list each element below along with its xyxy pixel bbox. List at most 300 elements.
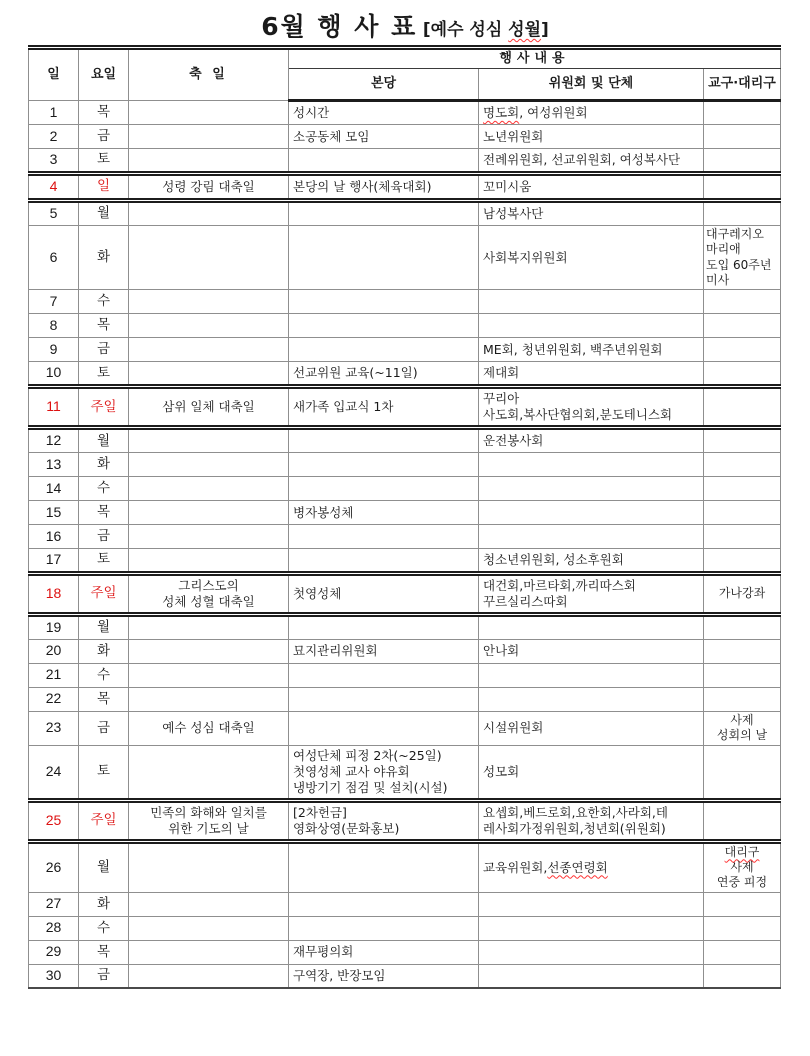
day-cell (29, 892, 79, 916)
committee-groups-cell (479, 174, 704, 201)
column-header-day: 일 (29, 47, 79, 101)
weekday-cell (79, 200, 129, 225)
weekday-cell (79, 225, 129, 289)
cell-line: 금 (96, 967, 111, 984)
cell-line: 마리애 (706, 242, 741, 257)
diocese-vicariate-cell (704, 639, 781, 663)
day-cell (29, 841, 79, 892)
weekday-cell (79, 149, 129, 174)
parish-events-cell (289, 225, 479, 289)
day-cell (29, 574, 79, 615)
cell-line: 청소년위원회, 성소후원회 (483, 552, 624, 568)
cell-line: 18 (45, 585, 62, 602)
table-row-day-7 (29, 290, 781, 314)
cell-line: 2 (49, 127, 58, 144)
committee-groups-cell (479, 841, 704, 892)
cell-line: 전례위원회, 선교위원회, 여성복사단 (483, 152, 681, 168)
parish-events-cell (289, 615, 479, 640)
feast-cell (129, 663, 289, 687)
diocese-vicariate-cell (704, 453, 781, 477)
table-row-day-17 (29, 549, 781, 574)
cell-line: 사제 (730, 712, 754, 727)
committee-groups-cell (479, 940, 704, 964)
cell-line: 삼위 일체 대축일 (162, 399, 255, 415)
weekday-cell (79, 964, 129, 988)
committee-groups-cell (479, 338, 704, 362)
table-row-day-13 (29, 453, 781, 477)
subtitle-suffix: ] (541, 20, 549, 40)
day-cell (29, 200, 79, 225)
cell-line: 제대회 (483, 365, 520, 381)
cell-line: 첫영성체 교사 야유회 (293, 763, 410, 779)
cell-line: 8 (49, 316, 58, 333)
diocese-vicariate-cell (704, 841, 781, 892)
parish-events-cell (289, 964, 479, 988)
cell-line: 사회복지위원회 (483, 249, 568, 265)
page-title-subtitle (423, 20, 549, 40)
committee-groups-cell (479, 549, 704, 574)
day-cell (29, 525, 79, 549)
cell-line: 대건회,마르타회,까리따스회 (483, 578, 636, 593)
parish-events-cell (289, 574, 479, 615)
cell-line: 금 (96, 341, 111, 358)
diocese-vicariate-cell (704, 501, 781, 525)
diocese-vicariate-cell (704, 549, 781, 574)
cell-line: 영화상영(문화홍보) (293, 820, 400, 836)
cell-line (706, 845, 778, 860)
june-schedule-table (28, 45, 781, 990)
diocese-vicariate-cell (704, 745, 781, 800)
table-row-day-12 (29, 428, 781, 453)
table-row-day-27 (29, 892, 781, 916)
parish-events-cell (289, 549, 479, 574)
table-row-day-19 (29, 615, 781, 640)
cell-line: 주일 (90, 811, 117, 828)
diocese-vicariate-cell (704, 615, 781, 640)
cell-line: 재무평의회 (293, 944, 354, 960)
feast-cell (129, 290, 289, 314)
weekday-cell (79, 892, 129, 916)
cell-line: 토 (96, 551, 111, 568)
table-row-day-16 (29, 525, 781, 549)
cell-line: 목 (96, 503, 111, 520)
cell-line: 냉방기기 점검 및 설치(시설) (293, 779, 448, 795)
day-cell (29, 940, 79, 964)
column-header-diocese: 교구·대리구 (704, 69, 781, 101)
cell-line: 위한 기도의 날 (168, 820, 249, 836)
day-cell (29, 338, 79, 362)
day-cell (29, 916, 79, 940)
parish-events-cell (289, 711, 479, 745)
committee-groups-cell (479, 663, 704, 687)
feast-cell (129, 800, 289, 841)
diocese-vicariate-cell (704, 101, 781, 125)
table-row-day-3 (29, 149, 781, 174)
day-cell (29, 711, 79, 745)
cell-line: 금 (96, 527, 111, 544)
cell-line: 13 (45, 455, 62, 472)
cell-line (483, 860, 699, 876)
diocese-vicariate-cell (704, 525, 781, 549)
committee-groups-cell (479, 428, 704, 453)
day-cell (29, 663, 79, 687)
committee-groups-cell (479, 745, 704, 800)
committee-groups-cell (479, 477, 704, 501)
cell-line: 대구레지오 (706, 226, 764, 241)
feast-cell (129, 477, 289, 501)
parish-events-cell (289, 149, 479, 174)
cell-line: 26 (45, 858, 62, 875)
table-row-day-29 (29, 940, 781, 964)
spellcheck-underlined-text: 선종연령회 (547, 859, 608, 875)
weekday-cell (79, 338, 129, 362)
parish-events-cell (289, 477, 479, 501)
table-row-day-24 (29, 745, 781, 800)
day-cell (29, 428, 79, 453)
parish-events-cell (289, 663, 479, 687)
feast-cell (129, 501, 289, 525)
cell-line: 꾸리아 (483, 391, 520, 407)
weekday-cell (79, 574, 129, 615)
cell-line: 11 (46, 398, 61, 415)
day-cell (29, 314, 79, 338)
cell-line: 목 (96, 317, 111, 334)
table-row-day-4 (29, 174, 781, 201)
committee-groups-cell (479, 711, 704, 745)
parish-events-cell (289, 892, 479, 916)
parish-events-cell (289, 314, 479, 338)
cell-line: 금 (96, 719, 111, 736)
weekday-cell (79, 101, 129, 125)
parish-events-cell (289, 101, 479, 125)
parish-events-cell (289, 387, 479, 428)
cell-line: 성령 강림 대축일 (162, 178, 255, 194)
cell-text: 교육위원회, (483, 859, 548, 875)
feast-cell (129, 453, 289, 477)
cell-line: 안나회 (483, 643, 520, 659)
parish-events-cell (289, 800, 479, 841)
feast-cell (129, 362, 289, 387)
schedule-table-body (29, 101, 781, 989)
weekday-cell (79, 525, 129, 549)
diocese-vicariate-cell (704, 338, 781, 362)
day-cell (29, 149, 79, 174)
feast-cell (129, 916, 289, 940)
cell-line: 꾸르실리스따회 (483, 594, 568, 609)
day-cell (29, 615, 79, 640)
cell-line: 꼬미시움 (483, 178, 532, 194)
feast-cell (129, 225, 289, 289)
committee-groups-cell (479, 200, 704, 225)
cell-line: 첫영성체 (293, 586, 342, 601)
cell-line: 선교위원 교육(~11일) (293, 365, 418, 381)
feast-cell (129, 687, 289, 711)
table-row-day-25 (29, 800, 781, 841)
day-cell (29, 125, 79, 149)
committee-groups-cell (479, 687, 704, 711)
table-row-day-18 (29, 574, 781, 615)
cell-line: 월 (96, 619, 111, 636)
weekday-cell (79, 428, 129, 453)
table-row-day-26 (29, 841, 781, 892)
table-row-day-23 (29, 711, 781, 745)
committee-groups-cell (479, 916, 704, 940)
weekday-cell (79, 453, 129, 477)
page-title-main: 6월 행 사 표 (261, 12, 418, 41)
committee-groups-cell (479, 574, 704, 615)
feast-cell (129, 387, 289, 428)
weekday-cell (79, 940, 129, 964)
parish-events-cell (289, 200, 479, 225)
table-row-day-8 (29, 314, 781, 338)
weekday-cell (79, 501, 129, 525)
table-row-day-15 (29, 501, 781, 525)
cell-line: 목 (96, 103, 111, 120)
parish-events-cell (289, 338, 479, 362)
cell-line: 노년위원회 (483, 128, 544, 144)
cell-line: 5 (49, 204, 58, 221)
column-header-weekday: 요일 (79, 47, 129, 101)
cell-line: 20 (45, 642, 62, 659)
table-row-day-9 (29, 338, 781, 362)
feast-cell (129, 101, 289, 125)
cell-line: 주일 (90, 585, 117, 602)
column-header-feast: 축 일 (129, 47, 289, 101)
column-header-parish: 본당 (289, 69, 479, 101)
column-header-events: 행사내용 (289, 47, 781, 69)
day-cell (29, 639, 79, 663)
cell-line: 화 (96, 455, 111, 472)
cell-line: 토 (96, 151, 111, 168)
diocese-vicariate-cell (704, 200, 781, 225)
cell-line: 미사 (706, 272, 730, 287)
table-row-day-5 (29, 200, 781, 225)
table-row-day-22 (29, 687, 781, 711)
feast-cell (129, 711, 289, 745)
day-cell (29, 387, 79, 428)
parish-events-cell (289, 362, 479, 387)
feast-cell (129, 314, 289, 338)
cell-line: 병자봉성체 (293, 504, 354, 520)
weekday-cell (79, 477, 129, 501)
diocese-vicariate-cell (704, 663, 781, 687)
diocese-vicariate-cell (704, 362, 781, 387)
cell-line: 25 (45, 811, 62, 828)
cell-line: 28 (45, 919, 62, 936)
cell-line: 그리스도의 (178, 578, 239, 593)
weekday-cell (79, 362, 129, 387)
subtitle-spellcheck-word: 성월 (508, 20, 542, 40)
cell-line: 15 (45, 503, 62, 520)
cell-line: 1 (49, 103, 58, 120)
parish-events-cell (289, 501, 479, 525)
weekday-cell (79, 711, 129, 745)
cell-line: 묘지관리위원회 (293, 643, 378, 659)
diocese-vicariate-cell (704, 314, 781, 338)
table-row-day-21 (29, 663, 781, 687)
table-row-day-28 (29, 916, 781, 940)
weekday-cell (79, 800, 129, 841)
cell-line: 연중 피정 (716, 875, 768, 890)
cell-line: 화 (96, 642, 111, 659)
feast-cell (129, 639, 289, 663)
diocese-vicariate-cell (704, 149, 781, 174)
spellcheck-underlined-text: 대리구 (724, 844, 760, 859)
cell-line (483, 105, 699, 121)
feast-cell (129, 940, 289, 964)
cell-line: 27 (45, 895, 62, 912)
cell-line: 도입 60주년 (706, 257, 772, 272)
weekday-cell (79, 687, 129, 711)
table-row-day-20 (29, 639, 781, 663)
committee-groups-cell (479, 225, 704, 289)
weekday-cell (79, 663, 129, 687)
cell-line: 레사회가정위원회,청년회(위원회) (483, 820, 666, 836)
weekday-cell (79, 549, 129, 574)
cell-line: 남성복사단 (483, 205, 544, 221)
diocese-vicariate-cell (704, 225, 781, 289)
committee-groups-cell (479, 149, 704, 174)
cell-line: 수 (96, 666, 111, 683)
committee-groups-cell (479, 453, 704, 477)
table-row-day-30 (29, 964, 781, 988)
cell-line: 소공동체 모임 (293, 128, 370, 144)
cell-line: 운전봉사회 (483, 433, 544, 449)
cell-line: 성체 성혈 대축일 (162, 594, 255, 609)
committee-groups-cell (479, 525, 704, 549)
day-cell (29, 290, 79, 314)
cell-line: 토 (96, 364, 111, 381)
cell-line: 사도회,복사단협의회,분도테니스회 (483, 407, 673, 423)
diocese-vicariate-cell (704, 800, 781, 841)
page-title (0, 13, 810, 41)
cell-line: ME회, 청년위원회, 백주년위원회 (483, 341, 663, 357)
weekday-cell (79, 841, 129, 892)
cell-line: 3 (49, 151, 58, 168)
cell-line: 본당의 날 행사(체육대회) (293, 178, 432, 194)
weekday-cell (79, 314, 129, 338)
diocese-vicariate-cell (704, 892, 781, 916)
day-cell (29, 687, 79, 711)
cell-line: 24 (45, 762, 62, 779)
table-row-day-11 (29, 387, 781, 428)
feast-cell (129, 964, 289, 988)
weekday-cell (79, 916, 129, 940)
weekday-cell (79, 174, 129, 201)
day-cell (29, 101, 79, 125)
cell-line: 목 (96, 690, 111, 707)
day-cell (29, 964, 79, 988)
cell-line: 6 (49, 248, 58, 265)
cell-text: , 여성위원회 (519, 105, 588, 121)
day-cell (29, 800, 79, 841)
cell-line: 일 (96, 178, 111, 195)
diocese-vicariate-cell (704, 290, 781, 314)
parish-events-cell (289, 940, 479, 964)
table-row-day-14 (29, 477, 781, 501)
committee-groups-cell (479, 615, 704, 640)
cell-line: 토 (96, 762, 111, 779)
cell-line: 수 (96, 479, 111, 496)
subtitle-prefix: [예수 성심 (422, 20, 509, 40)
diocese-vicariate-cell (704, 174, 781, 201)
feast-cell (129, 745, 289, 800)
feast-cell (129, 125, 289, 149)
committee-groups-cell (479, 964, 704, 988)
day-cell (29, 174, 79, 201)
parish-events-cell (289, 453, 479, 477)
weekday-cell (79, 387, 129, 428)
cell-line: 17 (45, 551, 62, 568)
cell-line: 9 (49, 340, 58, 357)
cell-line: 성모회 (483, 763, 520, 779)
weekday-cell (79, 125, 129, 149)
day-cell (29, 362, 79, 387)
cell-line: 예수 성심 대축일 (162, 720, 255, 736)
feast-cell (129, 841, 289, 892)
cell-line: 월 (96, 432, 111, 449)
cell-line: 23 (45, 719, 62, 736)
table-row-day-10 (29, 362, 781, 387)
diocese-vicariate-cell (704, 711, 781, 745)
cell-line: 21 (45, 666, 62, 683)
diocese-vicariate-cell (704, 687, 781, 711)
diocese-vicariate-cell (704, 477, 781, 501)
diocese-vicariate-cell (704, 964, 781, 988)
diocese-vicariate-cell (704, 387, 781, 428)
feast-cell (129, 149, 289, 174)
cell-line: 29 (45, 943, 62, 960)
cell-line: [2차헌금] (293, 804, 347, 820)
weekday-cell (79, 639, 129, 663)
day-cell (29, 225, 79, 289)
feast-cell (129, 549, 289, 574)
committee-groups-cell (479, 101, 704, 125)
day-cell (29, 477, 79, 501)
diocese-vicariate-cell (704, 940, 781, 964)
cell-line: 수 (96, 919, 111, 936)
cell-line: 30 (45, 967, 62, 983)
feast-cell (129, 525, 289, 549)
parish-events-cell (289, 125, 479, 149)
cell-line: 수 (96, 293, 111, 310)
cell-line: 요셉회,베드로회,요한회,사라회,테 (483, 804, 668, 820)
parish-events-cell (289, 687, 479, 711)
cell-line: 목 (96, 943, 111, 960)
cell-line: 구역장, 반장모임 (293, 967, 386, 983)
table-row-day-1 (29, 101, 781, 125)
cell-line: 화 (96, 895, 111, 912)
cell-line: 금 (96, 127, 111, 144)
parish-events-cell (289, 639, 479, 663)
table-row-day-2 (29, 125, 781, 149)
cell-line: 시설위원회 (483, 720, 544, 736)
parish-events-cell (289, 428, 479, 453)
cell-line: 화 (96, 248, 111, 265)
cell-line: 12 (45, 432, 62, 449)
committee-groups-cell (479, 639, 704, 663)
cell-line: 월 (96, 205, 111, 222)
committee-groups-cell (479, 125, 704, 149)
feast-cell (129, 574, 289, 615)
feast-cell (129, 338, 289, 362)
parish-events-cell (289, 525, 479, 549)
cell-line: 10 (45, 364, 62, 381)
feast-cell (129, 615, 289, 640)
diocese-vicariate-cell (704, 125, 781, 149)
parish-events-cell (289, 841, 479, 892)
cell-line: 새가족 입교식 1차 (293, 399, 394, 415)
